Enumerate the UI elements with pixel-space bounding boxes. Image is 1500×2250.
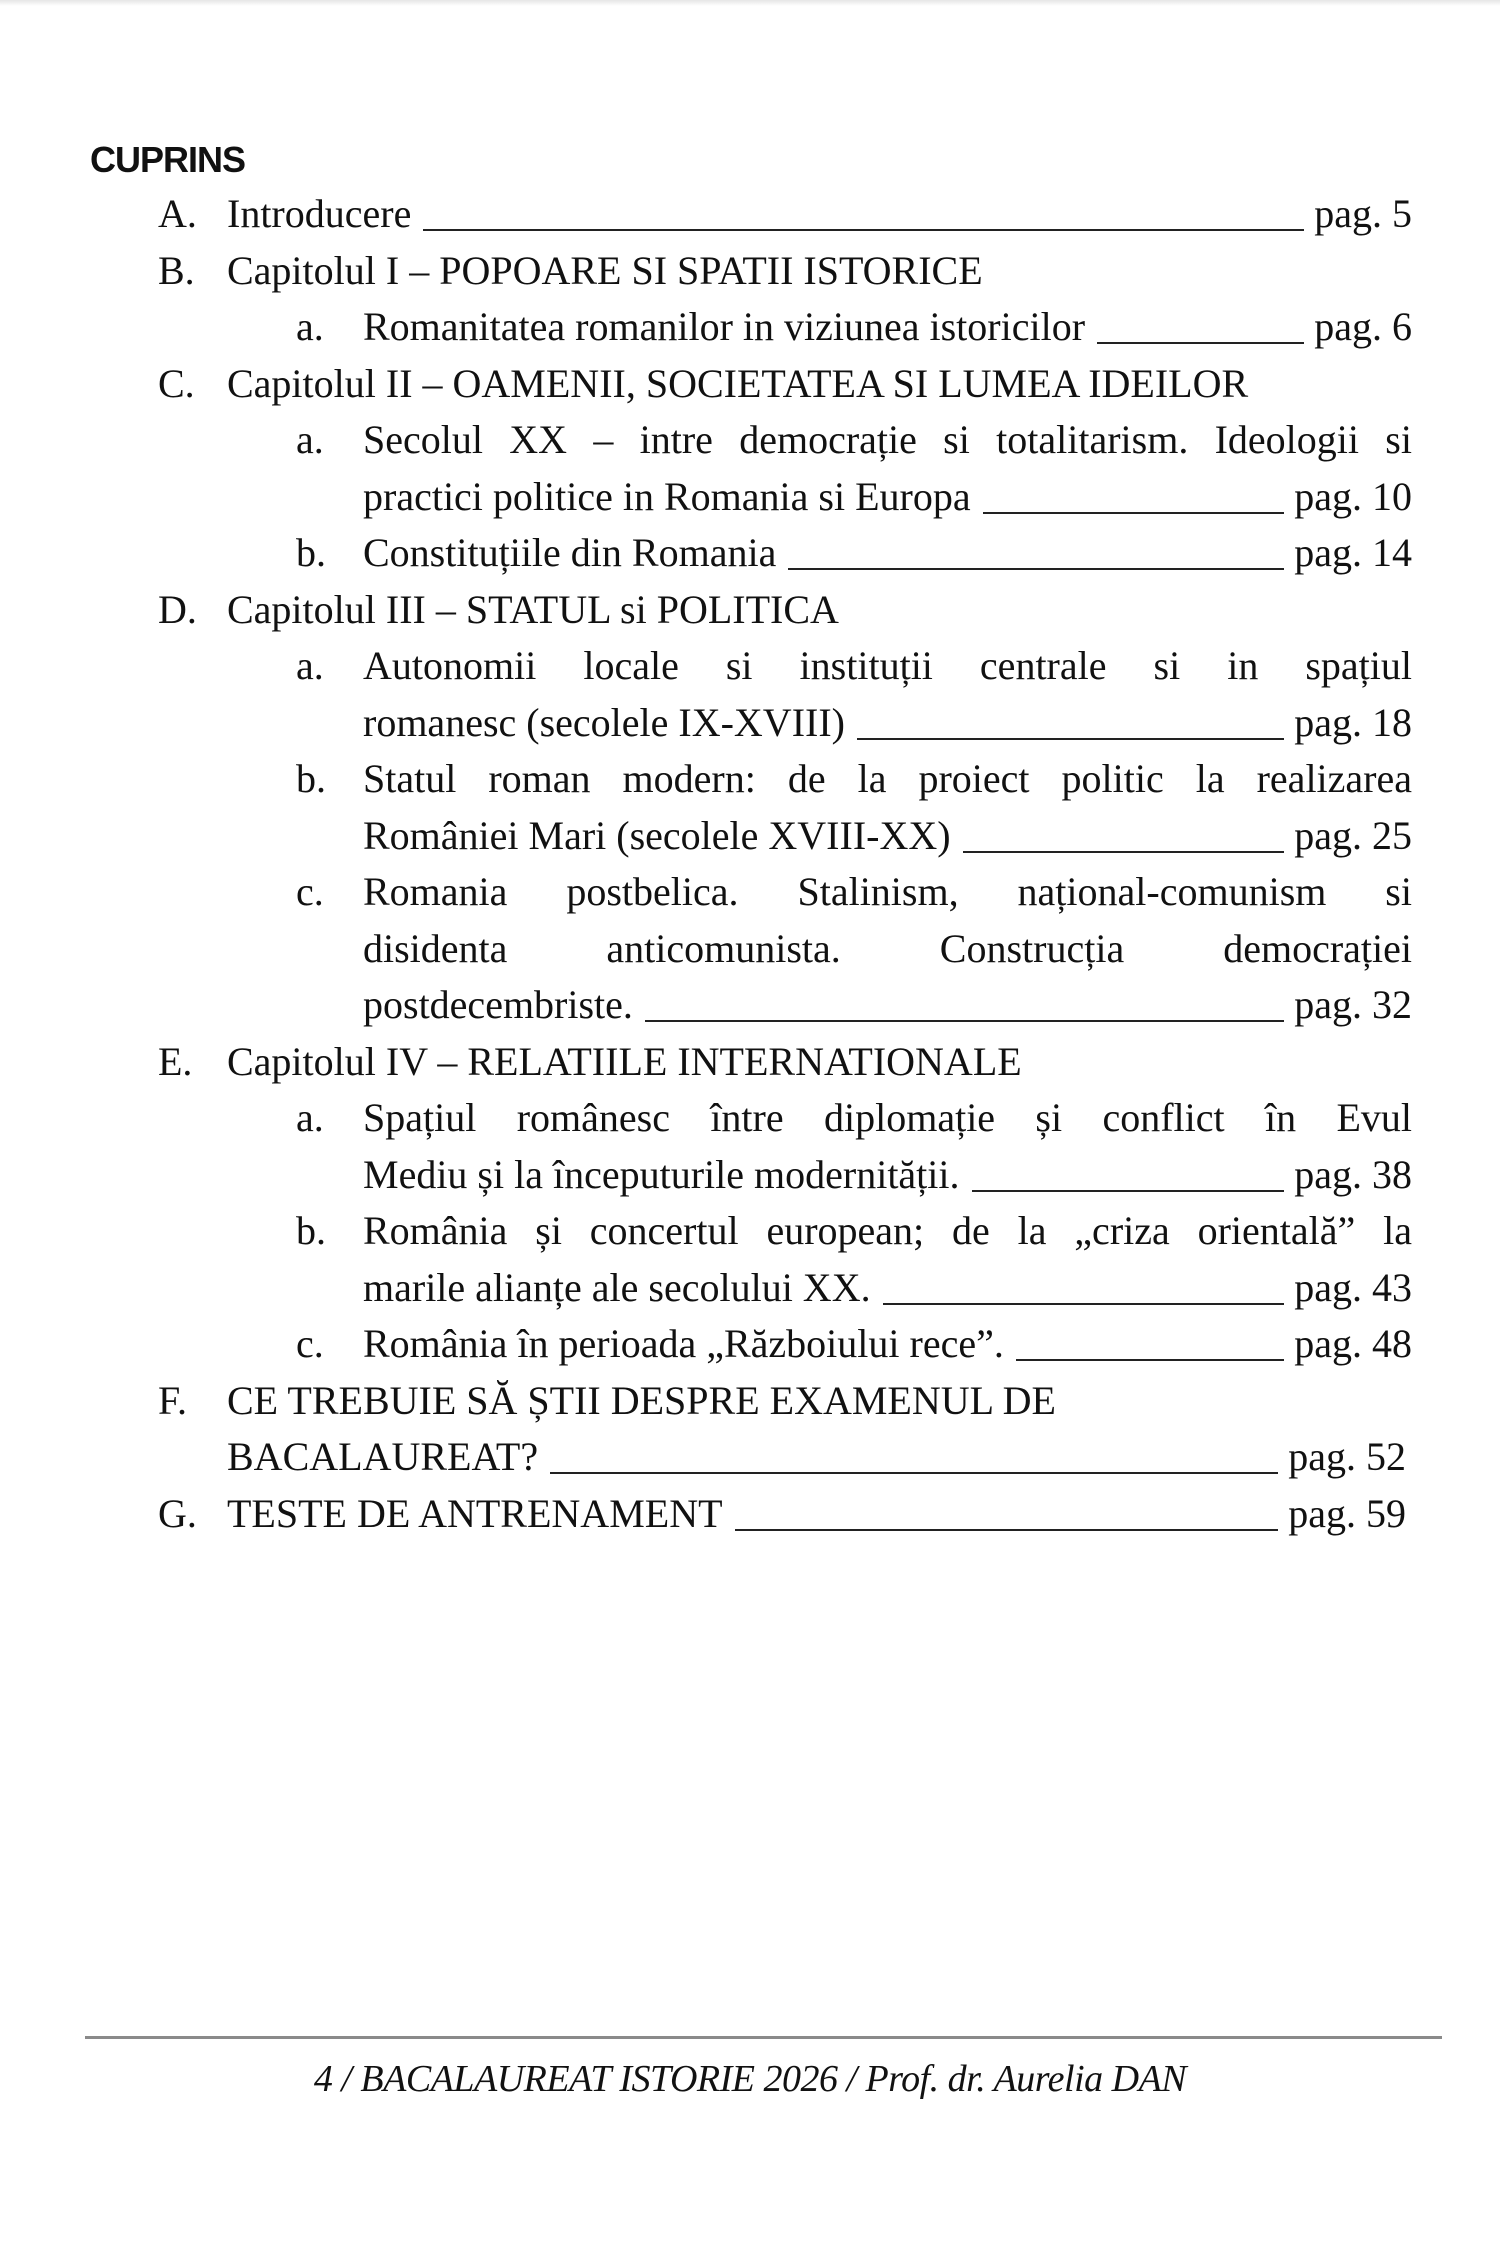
entry-label: A.	[158, 191, 197, 236]
page-ref: pag. 6	[1314, 304, 1412, 349]
entry-label: a.	[296, 643, 324, 688]
toc-entry-b-a[interactable]	[0, 299, 1500, 356]
entry-label: C.	[158, 360, 195, 406]
leader-line	[645, 1020, 1284, 1022]
entry-text-line: marile alianțe ale secolului XX.	[363, 1264, 871, 1310]
leader-line	[735, 1529, 1279, 1531]
entry-text: Introducere	[227, 191, 412, 236]
toc-entry-c-b[interactable]	[0, 525, 1500, 582]
toc-entry-b[interactable]	[0, 243, 1500, 300]
leader-line	[423, 229, 1304, 231]
leader-line	[972, 1190, 1285, 1192]
table-of-contents	[0, 186, 1500, 1542]
entry-text-line: disidenta anticomunista. Construcția democrației	[363, 925, 1412, 971]
toc-title: CUPRINS	[90, 139, 246, 180]
entry-text: TESTE DE ANTRENAMENT	[227, 1490, 723, 1536]
entry-text-line: Secolul XX – intre democrație si totalitarism. Ideologii si	[363, 417, 1412, 462]
page-ref: pag. 48	[1294, 1321, 1412, 1366]
page-ref: pag. 52	[1288, 1434, 1406, 1479]
entry-text: Capitolul III – STATUL si POLITICA	[227, 586, 839, 632]
page-ref: pag. 5	[1314, 191, 1412, 236]
toc-entry-e-b[interactable]	[0, 1203, 1500, 1260]
leader-line	[788, 568, 1284, 570]
entry-text-line: Statul roman modern: de la proiect politic la realizarea	[363, 756, 1412, 801]
page-ref: pag. 59	[1288, 1490, 1406, 1536]
toc-entry-e-a-cont[interactable]	[0, 1147, 1500, 1204]
entry-text-line: practici politice in Romania si Europa	[363, 473, 971, 519]
entry-label: G.	[158, 1490, 197, 1536]
entry-label: B.	[158, 247, 195, 293]
entry-text: Romanitatea romanilor in viziunea istoricilor	[363, 304, 1086, 349]
footer-divider	[85, 2036, 1442, 2039]
leader-line	[550, 1472, 1278, 1474]
entry-label: c.	[296, 1321, 324, 1366]
entry-text-line: Romania postbelica. Stalinism, național-comunism si	[363, 869, 1412, 914]
toc-entry-d-c-cont2[interactable]	[0, 977, 1500, 1034]
entry-text-line: CE TREBUIE SĂ ȘTII DESPRE EXAMENUL DE	[227, 1377, 1056, 1423]
toc-entry-d-a-cont[interactable]	[0, 695, 1500, 752]
leader-line	[983, 512, 1285, 514]
toc-entry-d[interactable]	[0, 582, 1500, 639]
entry-label: c.	[296, 869, 324, 914]
toc-entry-d-b-cont[interactable]	[0, 808, 1500, 865]
page-top-shadow	[0, 0, 1500, 6]
entry-text: Capitolul I – POPOARE SI SPATII ISTORICE	[227, 247, 983, 293]
page-ref: pag. 43	[1294, 1264, 1412, 1310]
toc-entry-f-cont[interactable]	[0, 1429, 1500, 1486]
entry-text-line: Spațiul românesc între diplomație și conflict în Evul	[363, 1095, 1412, 1140]
page-ref: pag. 10	[1294, 473, 1412, 519]
toc-entry-d-a[interactable]	[0, 638, 1500, 695]
toc-entry-a[interactable]	[0, 186, 1500, 243]
entry-label: E.	[158, 1038, 193, 1084]
entry-text-line: Mediu și la începuturile modernității.	[363, 1151, 960, 1197]
entry-text-line: Autonomii locale si instituții centrale si in spațiul	[363, 643, 1412, 688]
leader-line	[857, 738, 1284, 740]
toc-entry-g[interactable]	[0, 1486, 1500, 1543]
page-ref: pag. 38	[1294, 1151, 1412, 1197]
page-ref: pag. 32	[1294, 982, 1412, 1027]
toc-entry-d-c-cont1[interactable]	[0, 921, 1500, 978]
page-ref: pag. 18	[1294, 699, 1412, 745]
entry-text-line: romanesc (secolele IX-XVIII)	[363, 699, 845, 745]
toc-entry-d-b[interactable]	[0, 751, 1500, 808]
entry-label: a.	[296, 417, 324, 462]
page-ref: pag. 25	[1294, 812, 1412, 858]
entry-text-line: BACALAUREAT?	[227, 1434, 539, 1479]
entry-label: b.	[296, 530, 326, 575]
entry-text-line: României Mari (secolele XVIII-XX)	[363, 812, 951, 858]
leader-line	[883, 1303, 1285, 1305]
entry-text: Constituțiile din Romania	[363, 530, 777, 575]
toc-entry-c-a-cont[interactable]	[0, 469, 1500, 526]
toc-entry-e[interactable]	[0, 1034, 1500, 1091]
page-ref: pag. 14	[1294, 530, 1412, 575]
toc-entry-e-c[interactable]	[0, 1316, 1500, 1373]
leader-line	[1016, 1359, 1284, 1361]
toc-entry-c[interactable]	[0, 356, 1500, 413]
toc-entry-f[interactable]	[0, 1373, 1500, 1430]
leader-line	[1097, 342, 1304, 344]
entry-label: F.	[158, 1377, 188, 1423]
leader-line	[963, 851, 1285, 853]
toc-entry-d-c[interactable]	[0, 864, 1500, 921]
entry-text-line: România și concertul european; de la „criza orientală” la	[363, 1208, 1412, 1253]
entry-label: b.	[296, 756, 326, 801]
toc-entry-c-a[interactable]	[0, 412, 1500, 469]
page-footer: 4 / BACALAUREAT ISTORIE 2026 / Prof. dr. Aurelia DAN	[313, 2058, 1187, 2100]
entry-text: Capitolul IV – RELATIILE INTERNATIONALE	[227, 1038, 1022, 1084]
toc-entry-e-a[interactable]	[0, 1090, 1500, 1147]
entry-text: Capitolul II – OAMENII, SOCIETATEA SI LUMEA IDEILOR	[227, 360, 1249, 406]
entry-text: România în perioada „Războiului rece”.	[363, 1321, 1004, 1366]
entry-text-line: postdecembriste.	[363, 982, 633, 1027]
entry-label: a.	[296, 1095, 324, 1140]
entry-label: a.	[296, 304, 324, 349]
toc-entry-e-b-cont[interactable]	[0, 1260, 1500, 1317]
entry-label: b.	[296, 1208, 326, 1253]
entry-label: D.	[158, 586, 197, 632]
